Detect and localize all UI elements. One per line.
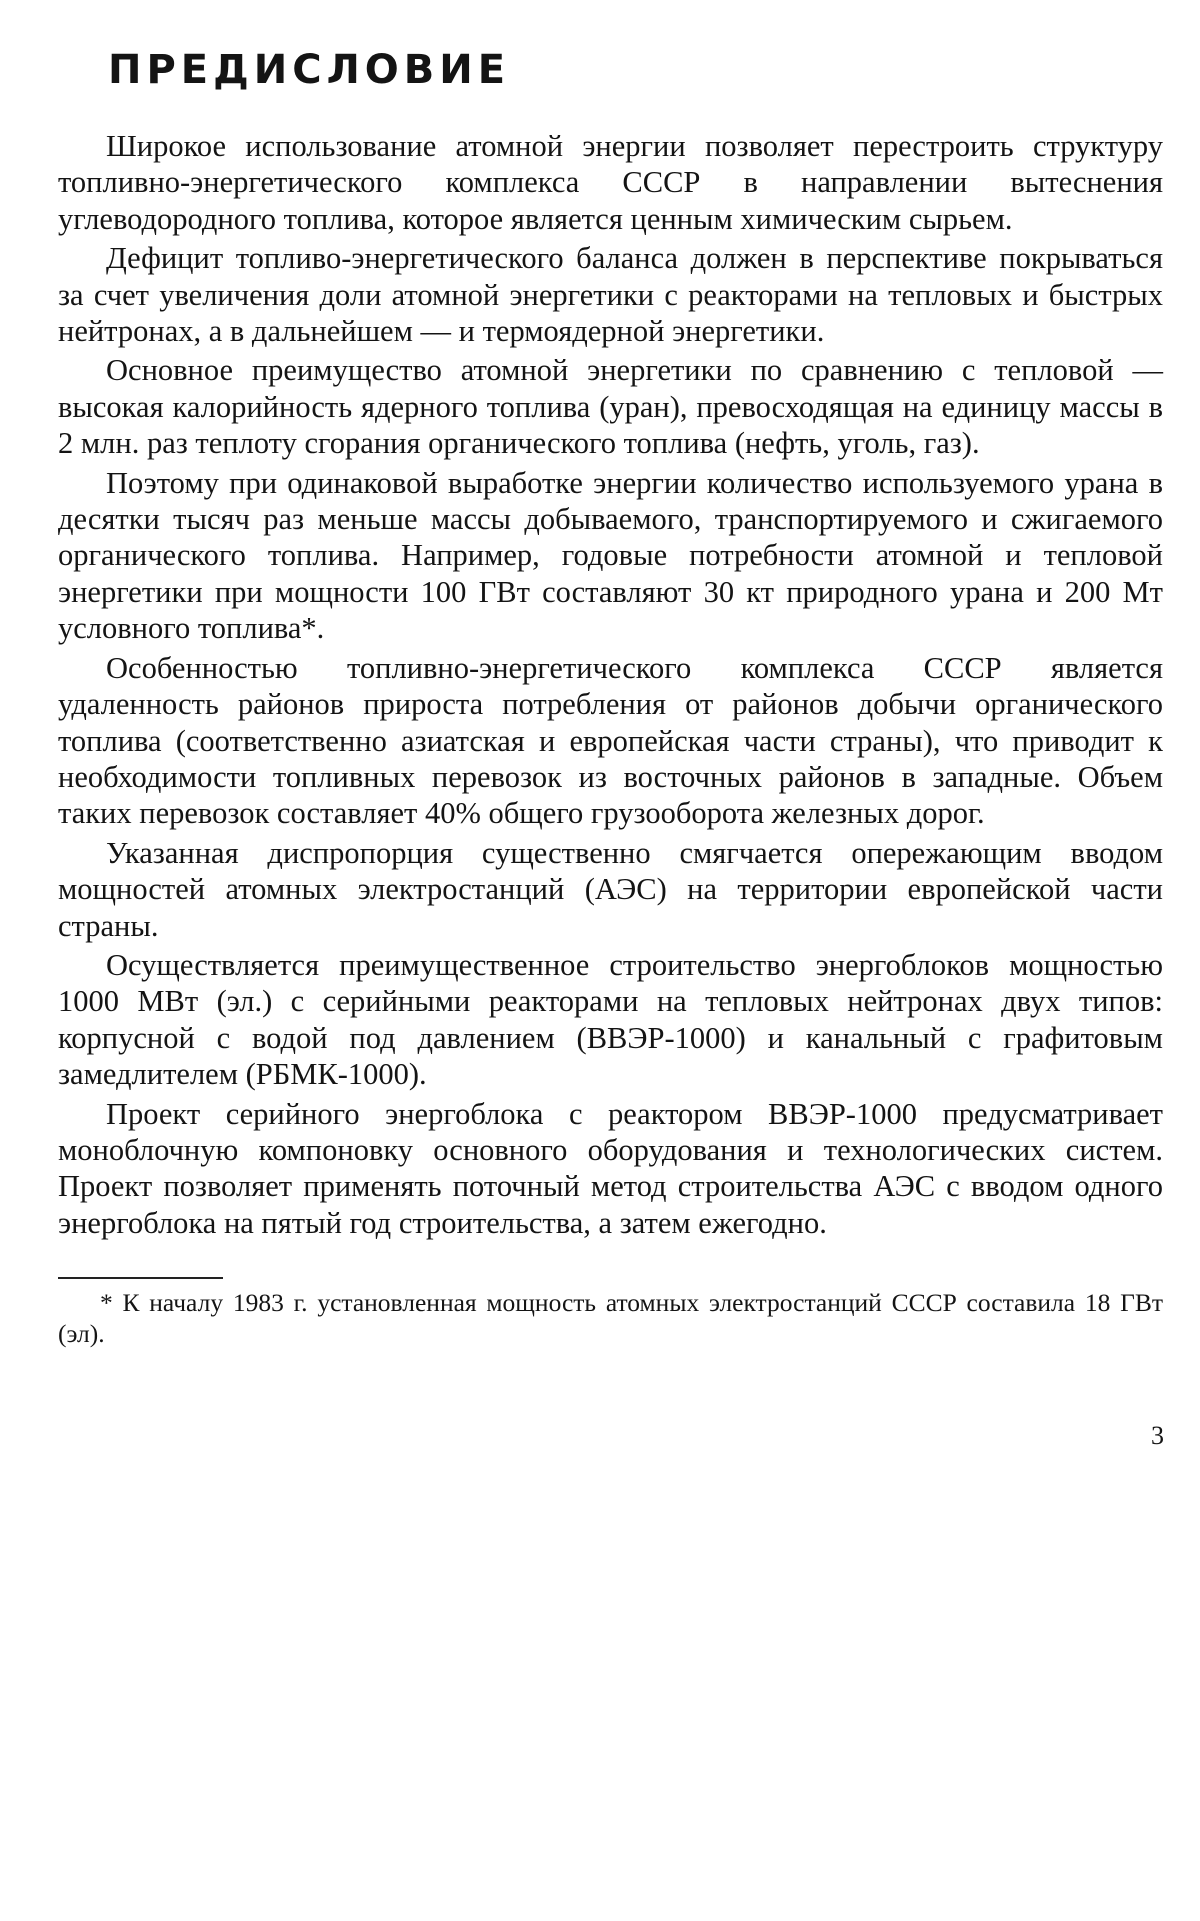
page-number: 3 [1151,1421,1164,1450]
footnote: * К началу 1983 г. установленная мощность атомных электростанций СССР составила 18 ГВт (эл). [58,1288,1163,1349]
footnote-divider [58,1277,223,1279]
paragraph: Дефицит топливо-энергетического баланса должен в перспективе покрываться за счет увеличения доли атомной энергетики с реакторами на тепловых и быстрых нейтронах, а в дальнейшем — и термоядерной энергетики. [58,241,1163,349]
page [58,40,1163,1349]
paragraph: Основное преимущество атомной энергетики по сравнению с тепловой — высокая калорийность ядерного топлива (уран), превосходящая на единицу массы в 2 млн. раз теплоту сгорания органического топлива (нефть, уголь, газ). [58,353,1163,461]
paragraph: Указанная диспропорция существенно смягчается опережающим вводом мощностей атомных электростанций (АЭС) на территории европейской части страны. [58,835,1163,943]
body-text [58,128,1163,1241]
paragraph: Широкое использование атомной энергии позволяет перестроить структуру топливно-энергетического комплекса СССР в направлении вытеснения углеводородного топлива, которое является ценным химическим сырьем. [58,129,1163,236]
paragraph: Поэтому при одинаковой выработке энергии количество используемого урана в десятки тысяч раз меньше массы добываемого, транспортируемого и сжигаемого органического топлива. Например, годовые потребности атомной и тепловой энергетики при мощности 100 ГВт составляют 30 кт природного урана и 200 Мт условного топлива*. [58,465,1163,646]
page-title: ПРЕДИСЛОВИЕ [108,47,511,93]
paragraph: Особенностью топливно-энергетического комплекса СССР является удаленность районов прироста потребления от районов добычи органического топлива (соответственно азиатская и европейская части страны), что приводит к необходимости топливных перевозок из восточных районов в западные. Объем таких перевозок составляет 40% общего грузооборота железных дорог. [58,650,1163,831]
paragraph: Проект серийного энергоблока с реактором ВВЭР-1000 предусматривает моноблочную компоновку основного оборудования и технологических систем. Проект позволяет применять поточный метод строительства АЭС с вводом одного энергоблока на пятый год строительства, а затем ежегодно. [58,1096,1163,1240]
paragraph: Осуществляется преимущественное строительство энергоблоков мощностью 1000 МВт (эл.) с серийными реакторами на тепловых нейтронах двух типов: корпусной с водой под давлением (ВВЭР-1000) и канальный с графитовым замедлителем (РБМК-1000). [58,947,1163,1092]
